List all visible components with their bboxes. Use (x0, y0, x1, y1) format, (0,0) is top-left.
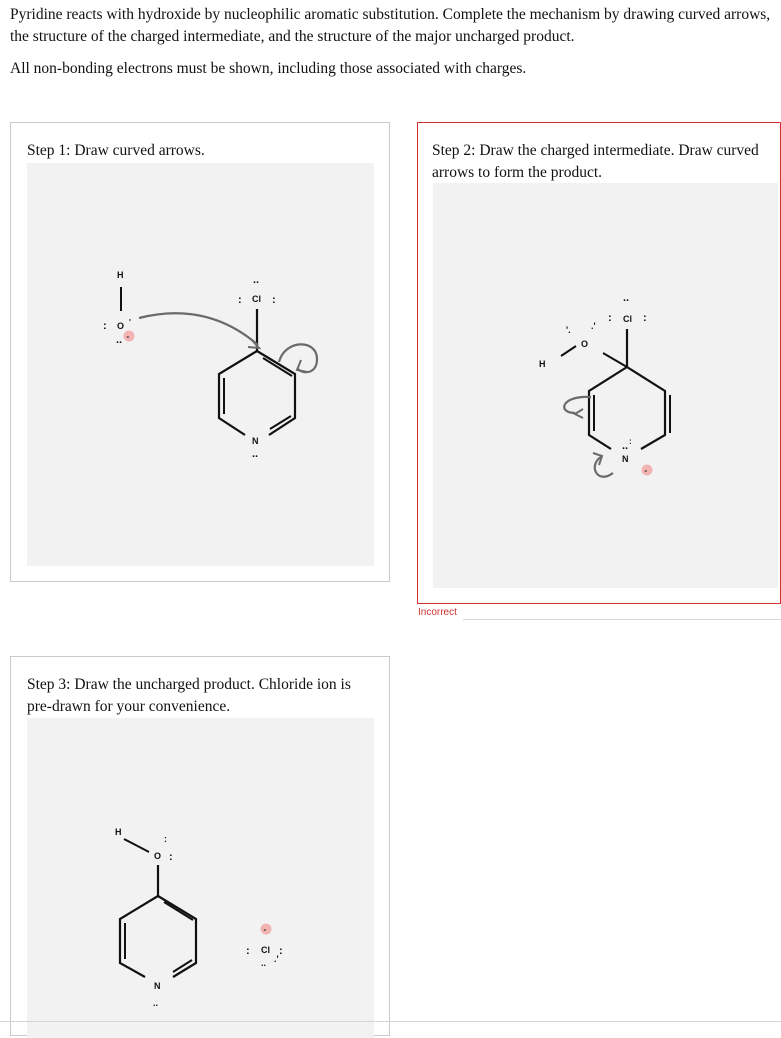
svg-text::: : (246, 945, 250, 957)
svg-text:..: .. (252, 448, 259, 460)
svg-text:..: .. (253, 274, 260, 286)
question-text (10, 4, 778, 90)
step-2-title: Step 2: Draw the charged intermediate. Draw curved arrows to form the product. (432, 142, 759, 181)
hydrogen-atom: H (539, 359, 546, 369)
svg-text::: : (272, 294, 276, 306)
svg-text::: : (608, 312, 612, 324)
negative-charge: - (126, 332, 130, 341)
svg-text::: : (643, 312, 647, 324)
step-3-drawing-canvas[interactable] (27, 718, 374, 1038)
svg-text:..: .. (153, 998, 159, 1008)
hydrogen-atom: H (115, 827, 122, 837)
svg-text:'.: '. (566, 325, 571, 335)
nitrogen-atom: N (154, 981, 161, 991)
svg-text:..: .. (623, 292, 630, 304)
oxygen-atom: O (154, 851, 162, 861)
svg-text::: : (164, 834, 167, 844)
question-paragraph-2: All non-bonding electrons must be shown, including those associated with charges. (10, 60, 527, 77)
negative-charge: - (644, 466, 648, 475)
step-1-structure (27, 163, 374, 566)
chloride-atom: Cl (261, 945, 270, 955)
step-1-title: Step 1: Draw curved arrows. (27, 142, 205, 159)
svg-text:': ' (129, 318, 131, 327)
svg-text::: : (169, 851, 173, 863)
nitrogen-atom: N (622, 454, 629, 464)
svg-text::: : (238, 294, 242, 306)
chloride-negative-charge: - (263, 925, 267, 934)
chlorine-atom: Cl (252, 294, 261, 304)
step-2-panel (417, 122, 781, 604)
step-3-structure (27, 718, 374, 1038)
svg-text::: : (279, 945, 283, 957)
svg-text::: : (103, 320, 107, 332)
oxygen-atom: O (581, 339, 589, 349)
svg-text:..: .. (622, 440, 629, 452)
svg-text:..: .. (116, 334, 123, 346)
step-2-structure (433, 183, 778, 588)
step-3-title: Step 3: Draw the uncharged product. Chloride ion is pre-drawn for your convenience. (27, 676, 351, 715)
hydrogen-atom: H (117, 270, 124, 280)
step-1-drawing-canvas[interactable] (27, 163, 374, 566)
chlorine-atom: Cl (623, 314, 632, 324)
incorrect-feedback-label: Incorrect (418, 607, 457, 618)
svg-text:..: .. (261, 958, 267, 968)
bottom-divider (0, 1021, 781, 1022)
nitrogen-atom: N (252, 436, 259, 446)
step-1-panel (10, 122, 390, 582)
oxygen-atom: O (117, 321, 125, 331)
step-2-drawing-canvas[interactable] (433, 183, 778, 588)
step-3-panel (10, 656, 390, 1036)
svg-text:.': .' (274, 954, 279, 964)
svg-text::: : (629, 437, 632, 446)
question-paragraph-1: Pyridine reacts with hydroxide by nucleophilic aromatic substitution. Complete the mechanism by drawing curved arrows, the structure of the charged intermediate, and the structure of the major uncharged product. (10, 6, 771, 45)
feedback-divider (463, 619, 781, 620)
svg-text:.': .' (591, 321, 596, 331)
